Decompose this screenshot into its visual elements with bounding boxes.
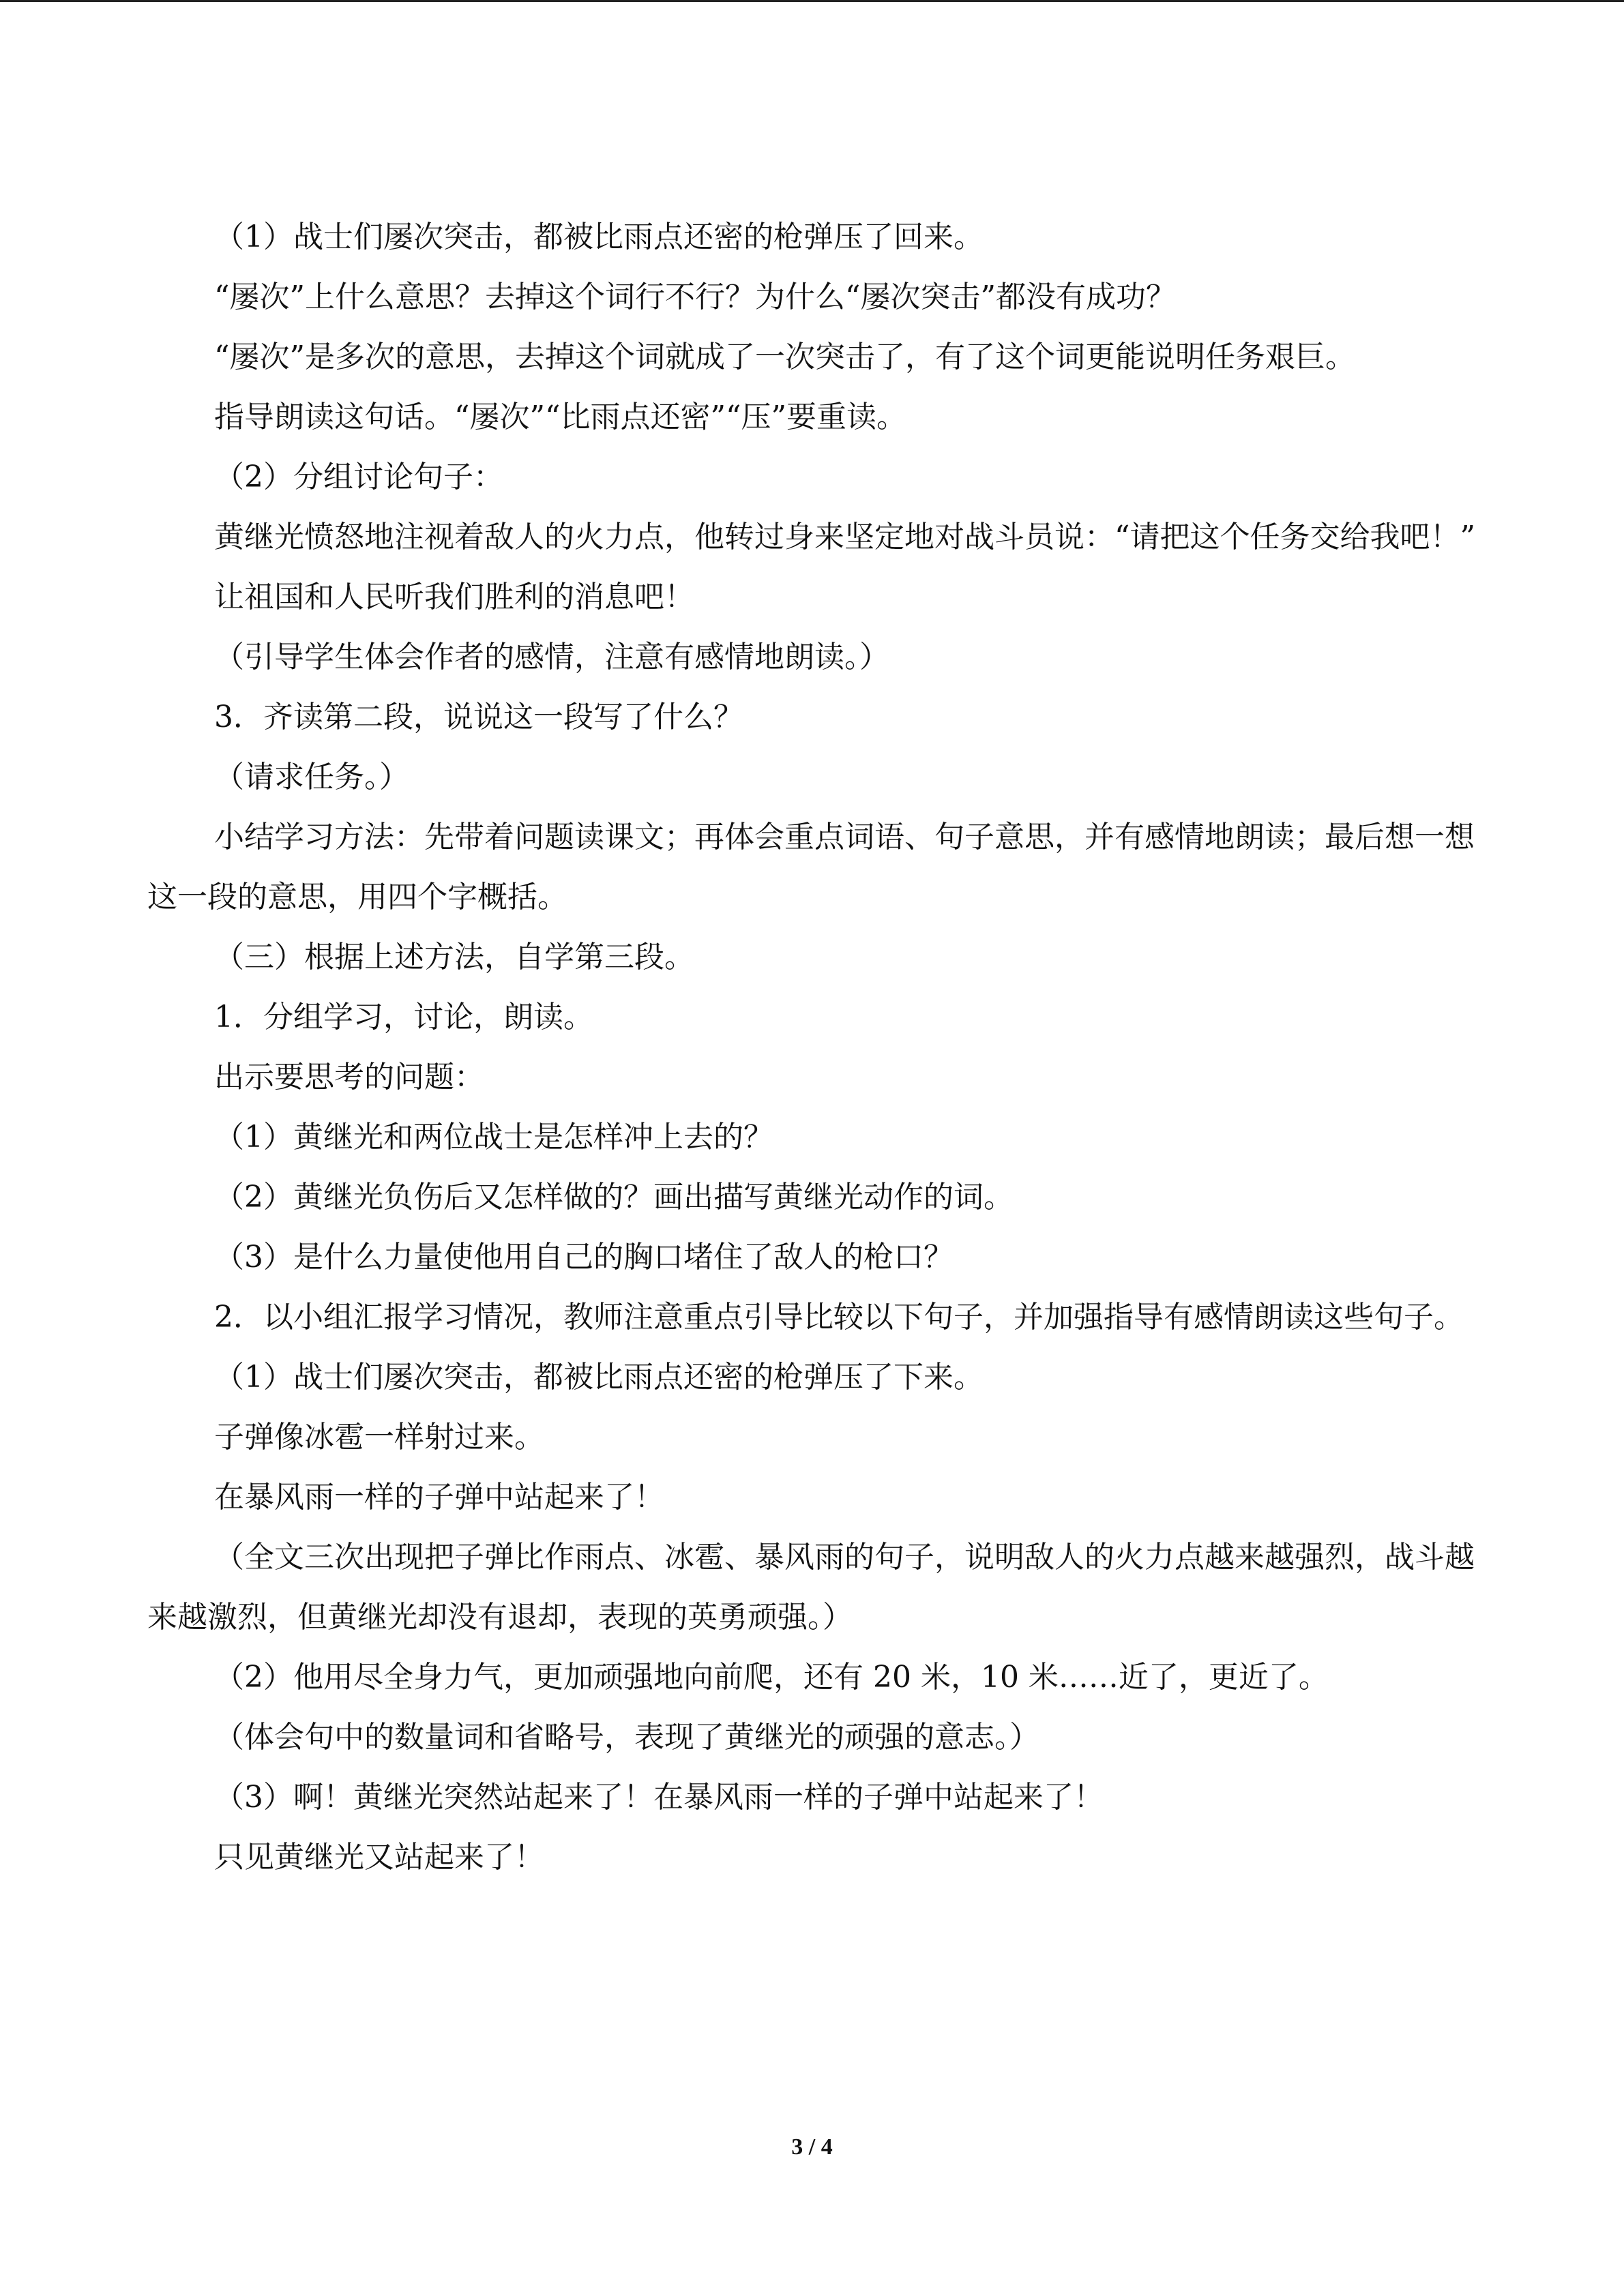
paragraph: （3）啊！黄继光突然站起来了！在暴风雨一样的子弹中站起来了！ bbox=[214, 1780, 1104, 1815]
paragraph: 指导朗读这句话。“屡次”“比雨点还密”“压”要重读。 bbox=[214, 400, 906, 434]
paragraph: 黄继光愤怒地注视着敌人的火力点，他转过身来坚定地对战斗员说：“请把这个任务交给我吧！” bbox=[214, 520, 1475, 554]
paragraph: 只见黄继光又站起来了！ bbox=[214, 1840, 544, 1875]
paragraph: “屡次”上什么意思？去掉这个词行不行？为什么“屡次突击”都没有成功？ bbox=[214, 280, 1176, 314]
paragraph: （1）战士们屡次突击，都被比雨点还密的枪弹压了回来。 bbox=[214, 220, 984, 254]
paragraph: （引导学生体会作者的感情，注意有感情地朗读。） bbox=[214, 640, 889, 674]
paragraph: 在暴风雨一样的子弹中站起来了！ bbox=[214, 1480, 664, 1515]
paragraph: （2）黄继光负伤后又怎样做的？画出描写黄继光动作的词。 bbox=[214, 1180, 1014, 1214]
paragraph: （1）战士们屡次突击，都被比雨点还密的枪弹压了下来。 bbox=[214, 1360, 984, 1395]
paragraph: 2．以小组汇报学习情况，教师注意重点引导比较以下句子，并加强指导有感情朗读这些句子。 bbox=[214, 1300, 1464, 1335]
paragraph: （1）黄继光和两位战士是怎样冲上去的？ bbox=[214, 1120, 773, 1154]
paragraph: （全文三次出现把子弹比作雨点、冰雹、暴风雨的句子，说明敌人的火力点越来越强烈，战斗越来越激烈，但黄继光却没有退却，表现的英勇顽强。） bbox=[147, 1540, 1475, 1635]
paragraph: （2）他用尽全身力气，更加顽强地向前爬，还有 20 米，10 米……近了，更近了。 bbox=[214, 1660, 1329, 1695]
paragraph: 3．齐读第二段，说说这一段写了什么？ bbox=[214, 700, 743, 734]
paragraph: （体会句中的数量词和省略号，表现了黄继光的顽强的意志。） bbox=[214, 1720, 1039, 1755]
paragraph: 出示要思考的问题： bbox=[214, 1060, 484, 1094]
paragraph: 让祖国和人民听我们胜利的消息吧！ bbox=[214, 580, 694, 614]
paragraph: （请求任务。） bbox=[214, 760, 409, 794]
paragraph: （3）是什么力量使他用自己的胸口堵住了敌人的枪口？ bbox=[214, 1240, 954, 1274]
document-body bbox=[147, 207, 1477, 1888]
paragraph: （三）根据上述方法，自学第三段。 bbox=[214, 940, 694, 974]
paragraph: 1．分组学习，讨论，朗读。 bbox=[214, 1000, 593, 1034]
paragraph: “屡次”是多次的意思，去掉这个词就成了一次突击了，有了这个词更能说明任务艰巨。 bbox=[214, 340, 1355, 374]
top-border-line bbox=[0, 0, 1624, 2]
paragraph: 子弹像冰雹一样射过来。 bbox=[214, 1420, 544, 1455]
page-number: 3 / 4 bbox=[791, 2134, 833, 2160]
paragraph: 小结学习方法：先带着问题读课文；再体会重点词语、句子意思，并有感情地朗读；最后想一想这一段的意思，用四个字概括。 bbox=[147, 820, 1475, 914]
paragraph: （2）分组讨论句子： bbox=[214, 460, 503, 494]
